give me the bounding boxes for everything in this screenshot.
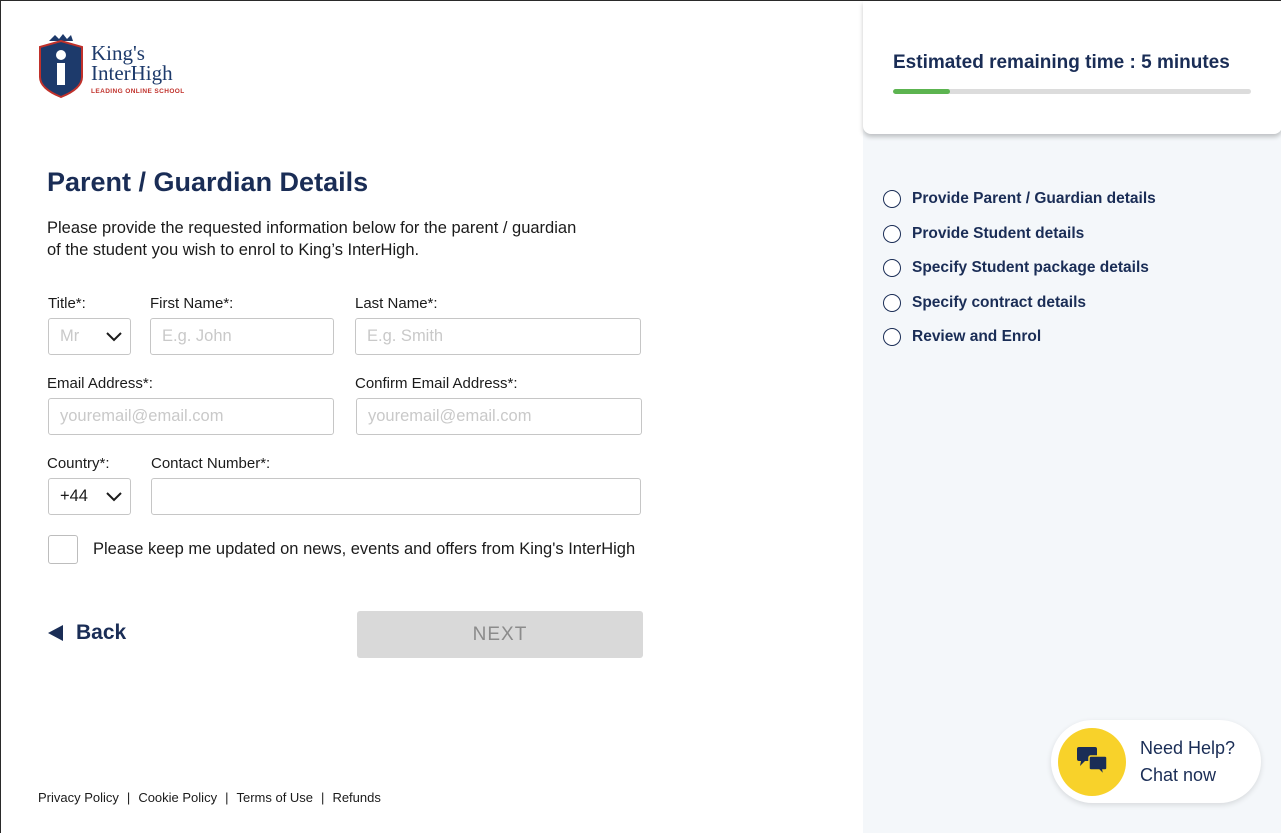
step-label: Review and Enrol <box>912 328 1042 346</box>
newsletter-checkbox[interactable] <box>48 535 78 564</box>
chevron-down-icon <box>106 492 122 502</box>
terms-of-use-link[interactable]: Terms of Use <box>236 790 314 805</box>
email-input[interactable]: youremail@email.com <box>48 398 334 435</box>
step-radio-icon <box>883 190 901 208</box>
step-label: Specify contract details <box>912 293 1087 311</box>
chat-now-text: Chat now <box>1140 764 1217 785</box>
footer-separator: | <box>126 790 131 805</box>
step-radio-icon <box>883 259 901 277</box>
need-help-text: Need Help? <box>1140 737 1236 758</box>
remaining-time-text: Estimated remaining time : 5 minutes <box>893 52 1230 73</box>
progress-bar-fill <box>893 89 950 94</box>
step-item <box>883 286 1156 321</box>
confirm-email-label: Confirm Email Address*: <box>355 375 518 392</box>
progress-bar <box>893 89 1251 94</box>
next-button[interactable]: NEXT <box>357 611 643 658</box>
step-list <box>883 182 1156 355</box>
last-name-input[interactable]: E.g. Smith <box>355 318 641 355</box>
country-code-select[interactable] <box>48 478 131 515</box>
first-name-label: First Name*: <box>150 295 234 312</box>
step-item <box>883 251 1156 286</box>
contact-number-label: Contact Number*: <box>151 455 271 472</box>
privacy-policy-link[interactable]: Privacy Policy <box>38 790 119 805</box>
back-button[interactable] <box>47 621 126 645</box>
cookie-policy-link[interactable]: Cookie Policy <box>138 790 218 805</box>
contact-number-input[interactable] <box>151 478 641 515</box>
title-label: Title*: <box>48 295 86 312</box>
chat-bubbles-icon <box>1075 746 1109 778</box>
back-button-label: Back <box>76 621 127 644</box>
email-label: Email Address*: <box>47 375 153 392</box>
step-label: Specify Student package details <box>912 259 1149 277</box>
progress-sidebar <box>863 1 1281 833</box>
step-radio-icon <box>883 294 901 312</box>
step-radio-icon <box>883 225 901 243</box>
logo-name-line1: King's <box>91 41 145 65</box>
page-title: Parent / Guardian Details <box>47 167 369 197</box>
logo-name-line2: InterHigh <box>91 61 173 85</box>
chevron-down-icon <box>106 332 122 342</box>
logo[interactable] <box>37 33 185 99</box>
logo-tagline: LEADING ONLINE SCHOOL <box>91 88 185 95</box>
title-select-value: Mr <box>60 327 80 345</box>
country-code-value: +44 <box>60 487 88 505</box>
intro-line-2: of the student you wish to enrol to King’s InterHigh. <box>47 241 420 259</box>
chat-help-widget[interactable] <box>1051 720 1261 803</box>
help-icon-circle <box>1058 728 1126 796</box>
intro-line-1: Please provide the requested information below for the parent / guardian <box>47 219 577 237</box>
footer-links <box>38 790 381 805</box>
step-radio-icon <box>883 328 901 346</box>
step-item <box>883 217 1156 252</box>
confirm-email-input[interactable]: youremail@email.com <box>356 398 642 435</box>
step-item <box>883 320 1156 355</box>
refunds-link[interactable]: Refunds <box>332 790 381 805</box>
crest-icon <box>37 33 85 99</box>
first-name-input[interactable]: E.g. John <box>150 318 334 355</box>
footer-separator: | <box>321 790 325 805</box>
footer-separator: | <box>225 790 229 805</box>
last-name-label: Last Name*: <box>355 295 438 312</box>
step-label: Provide Student details <box>912 224 1085 242</box>
intro-text <box>47 217 657 261</box>
title-select[interactable] <box>48 318 131 355</box>
newsletter-label[interactable]: Please keep me updated on news, events and offers from King's InterHigh <box>93 540 636 558</box>
back-arrow-icon <box>47 624 64 642</box>
country-label: Country*: <box>47 455 110 472</box>
step-label: Provide Parent / Guardian details <box>912 190 1156 208</box>
time-card <box>863 1 1281 134</box>
step-item <box>883 182 1156 217</box>
